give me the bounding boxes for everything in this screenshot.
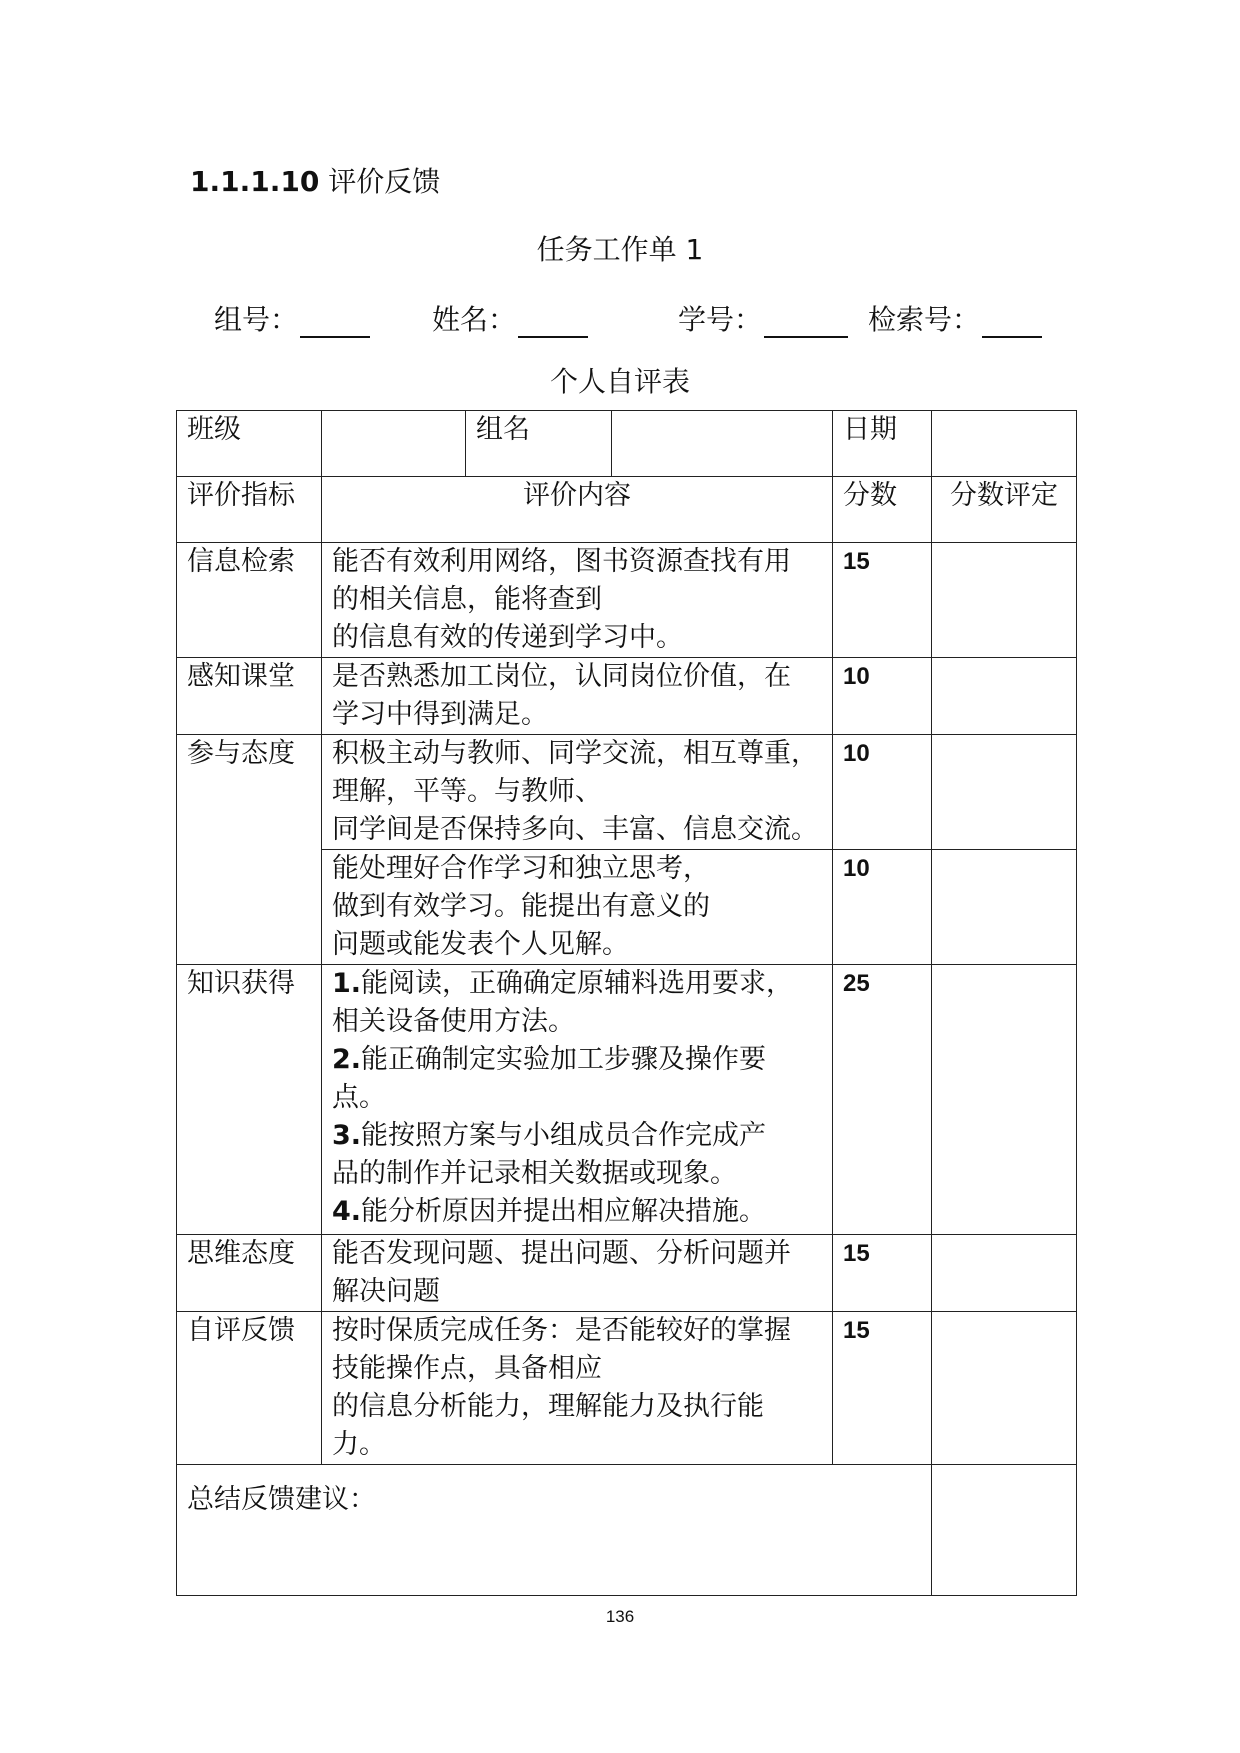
content-cell [322,1235,833,1312]
score-cell: 10 [833,658,932,735]
content-line: 的相关信息，能将查到 [332,584,602,615]
content-line [332,1117,822,1155]
date-label: 日期 [833,411,932,477]
self-evaluation-table [176,410,1077,1596]
content-line: 做到有效学习。能提出有意义的 [332,891,710,922]
score-cell: 15 [833,543,932,658]
item-number: 4. [332,1196,362,1227]
table-row [177,1312,1077,1465]
page-number: 136 [605,1607,635,1626]
content-line: 是否熟悉加工岗位，认同岗位价值，在 [332,661,791,692]
content-line [332,1041,822,1079]
group-no-field [214,298,370,338]
student-no-field [678,298,848,338]
table-row [177,658,1077,735]
item-number: 1. [332,968,362,999]
group-name-label: 组名 [466,411,612,477]
table-row [177,735,1077,850]
content-line: 理解，平等。与教师、 [332,776,602,807]
rating-cell[interactable] [932,735,1077,850]
rating-cell[interactable] [932,1312,1077,1465]
content-line: 解决问题 [332,1276,440,1307]
group-no-blank[interactable] [300,308,370,338]
table-row [177,543,1077,658]
table-title: 个人自评表 [549,365,690,398]
score-cell: 15 [833,1312,932,1465]
section-number: 1.1.1.10 [190,165,320,198]
indicator-header: 评价指标 [177,477,322,543]
content-line: 问题或能发表个人见解。 [332,929,629,960]
rating-header: 分数评定 [932,477,1077,543]
header-info-row [177,411,1077,477]
content-cell [322,543,833,658]
score-cell: 10 [833,850,932,965]
content-cell [322,658,833,735]
content-cell [322,850,833,965]
name-blank[interactable] [518,308,588,338]
score-cell: 10 [833,735,932,850]
item-number: 3. [332,1120,362,1151]
summary-value-cell[interactable] [932,1465,1077,1596]
group-name-value-cell[interactable] [612,411,833,477]
rating-cell[interactable] [932,1235,1077,1312]
rating-cell[interactable] [932,658,1077,735]
section-title: 评价反馈 [328,165,441,198]
search-no-blank[interactable] [982,308,1042,338]
content-line: 的信息有效的传递到学习中。 [332,622,683,653]
item-text: 能正确制定实验加工步骤及操作要 [361,1044,767,1075]
rating-cell[interactable] [932,543,1077,658]
content-line: 能否有效利用网络，图书资源查找有用 [332,546,791,577]
indicator-cell: 自评反馈 [177,1312,322,1465]
content-cell [322,735,833,850]
section-heading [190,160,440,200]
name-field [432,298,588,338]
content-line: 的信息分析能力，理解能力及执行能 [332,1391,764,1422]
summary-label[interactable]: 总结反馈建议： [177,1465,932,1596]
content-header: 评价内容 [322,477,833,543]
indicator-cell: 知识获得 [177,965,322,1235]
content-line: 能否发现问题、提出问题、分析问题并 [332,1238,791,1269]
content-line: 同学间是否保持多向、丰富、信息交流。 [332,814,818,845]
content-line: 相关设备使用方法。 [332,1006,575,1037]
class-label: 班级 [177,411,322,477]
search-no-field [868,298,1042,338]
content-line: 能处理好合作学习和独立思考， [332,853,710,884]
score-cell: 15 [833,1235,932,1312]
student-no-blank[interactable] [764,308,848,338]
item-number: 2. [332,1044,362,1075]
content-line: 学习中得到满足。 [332,699,548,730]
content-line: 品的制作并记录相关数据或现象。 [332,1158,737,1189]
column-header-row [177,477,1077,543]
sheet-title: 任务工作单 1 [536,233,704,266]
content-line: 力。 [332,1429,386,1460]
student-no-label: 学号： [678,303,763,336]
date-value-cell[interactable] [932,411,1077,477]
search-no-label: 检索号： [868,303,981,336]
item-text: 能按照方案与小组成员合作完成产 [361,1120,767,1151]
indicator-cell: 信息检索 [177,543,322,658]
score-header: 分数 [833,477,932,543]
content-cell [322,1312,833,1465]
class-value-cell[interactable] [322,411,466,477]
content-line: 按时保质完成任务：是否能较好的掌握 [332,1315,791,1346]
score-cell: 25 [833,965,932,1235]
content-cell [322,965,833,1235]
rating-cell[interactable] [932,850,1077,965]
content-line: 点。 [332,1082,386,1113]
indicator-cell: 参与态度 [177,735,322,965]
table-row [177,965,1077,1235]
indicator-cell: 感知课堂 [177,658,322,735]
content-line [332,965,822,1003]
item-text: 能分析原因并提出相应解决措施。 [361,1196,767,1227]
content-line: 技能操作点，具备相应 [332,1353,602,1384]
item-text: 能阅读，正确确定原辅料选用要求， [361,968,794,999]
name-label: 姓名： [432,303,517,336]
content-line [332,1193,822,1231]
indicator-cell: 思维态度 [177,1235,322,1312]
group-no-label: 组号： [214,303,299,336]
summary-row [177,1465,1077,1596]
content-line: 积极主动与教师、同学交流，相互尊重， [332,738,818,769]
table-row [177,1235,1077,1312]
rating-cell[interactable] [932,965,1077,1235]
